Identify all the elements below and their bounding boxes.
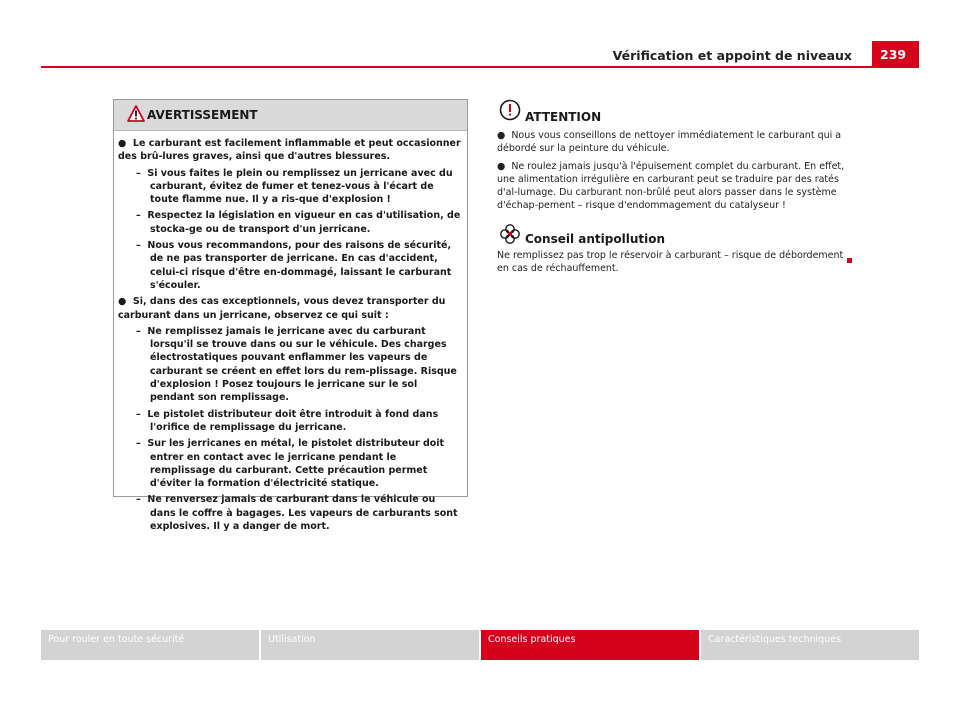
flower-icon: [499, 223, 521, 245]
attention-title: ATTENTION: [525, 110, 602, 124]
page-number-badge: 239: [872, 41, 919, 68]
warning-subitem: – Nous vous recommandons, pour des raisons de sécurité, de ne pas transporter de jerricane. En cas d'accident, celui-ci risque d'être en-dommagé, laissant le carburant s'écouler.: [136, 240, 452, 291]
attention-item: ● Ne roulez jamais jusqu'à l'épuisement complet du carburant. En effet, une alimentation irrégulière en carburant peut se traduire par des ratés d'al-lumage. Du carburant non-brûlé peut alors passer dans le système d'échap-pement – risque d'endommagement du catalyseur !: [497, 161, 845, 211]
footer-tab-securite[interactable]: Pour rouler en toute sécurité: [41, 630, 259, 660]
page-header-title: Vérification et appoint de niveaux: [612, 48, 852, 63]
warning-subitem: – Si vous faites le plein ou remplissez un jerricane avec du carburant, évitez de fumer et tenez-vous à l'écart de toute flamme nue. Il y a ris-que d'explosion !: [136, 167, 453, 206]
header-rule: [41, 66, 919, 68]
footer-tab-utilisation[interactable]: Utilisation: [261, 630, 479, 660]
attention-header: [497, 99, 852, 129]
warning-body: [114, 131, 467, 533]
warning-triangle-icon: [127, 105, 145, 122]
footer-nav: [41, 630, 919, 660]
warning-header: [114, 100, 467, 131]
environment-header: [497, 223, 852, 249]
warning-box: [113, 99, 468, 533]
attention-body: [497, 129, 852, 212]
environment-title: Conseil antipollution: [525, 232, 666, 246]
environment-text: Ne remplissez pas trop le réservoir à carburant – risque de débordement en cas de réchauffement.: [497, 250, 844, 274]
warning-subitem: – Sur les jerricanes en métal, le pistolet distributeur doit entrer en contact avec le jerricane pendant le remplissage du carburant. Cette précaution permet d'éviter la formation d'électricité statique.: [136, 438, 445, 490]
warning-subitem: – Le pistolet distributeur doit être introduit à fond dans l'orifice de remplissage du jerricane.: [136, 408, 439, 433]
warning-bullet: ● Si, dans des cas exceptionnels, vous devez transporter du carburant dans un jerricane, observez ce qui suit :: [118, 296, 446, 321]
warning-title: AVERTISSEMENT: [147, 108, 258, 122]
exclamation-circle-icon: [499, 99, 521, 121]
section-end-marker: [847, 258, 852, 263]
warning-subitem: – Respectez la législation en vigueur en cas d'utilisation, de stocka-ge ou de transport d'un jerricane.: [136, 210, 461, 235]
footer-tab-conseils[interactable]: Conseils pratiques: [481, 630, 699, 660]
right-column: [497, 99, 852, 280]
warning-bullet: ● Le carburant est facilement inflammable et peut occasionner des brû-lures graves, ainsi que d'autres blessures.: [118, 138, 461, 163]
attention-item: ● Nous vous conseillons de nettoyer immédiatement le carburant qui a débordé sur la peinture du véhicule.: [497, 130, 842, 154]
environment-body: [497, 249, 852, 275]
warning-subitem: – Ne renversez jamais de carburant dans le véhicule ou dans le coffre à bagages. Les vapeurs de carburants sont explosives. Il y a danger de mort.: [136, 494, 458, 533]
warning-subitem: – Ne remplissez jamais le jerricane avec du carburant lorsqu'il se trouve dans ou sur le véhicule. Des charges électrostatiques pouvant enflammer les vapeurs de carburant se créent en effet lors du rem-plissage. Risque d'explosion ! Posez toujours le jerricane sur le sol pendant son remplissage.: [136, 325, 457, 404]
footer-tab-caracteristiques[interactable]: Caractéristiques techniques: [701, 630, 919, 660]
